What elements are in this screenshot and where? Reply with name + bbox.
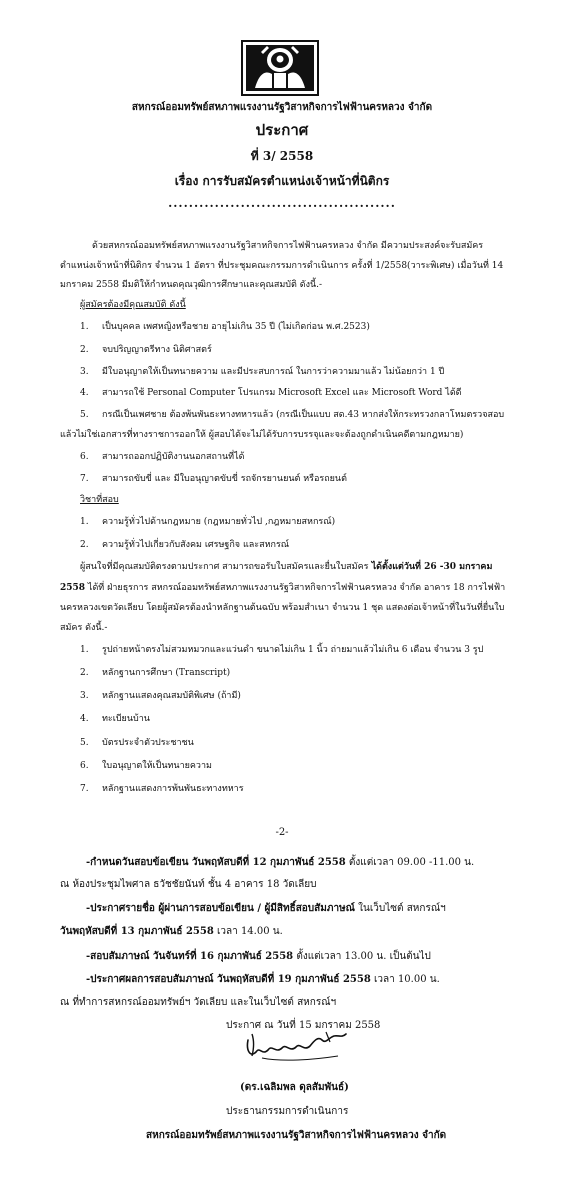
qualification-item: 2. จบปริญญาตรีทาง นิติศาสตร์ (80, 345, 212, 355)
exam-subjects-heading: วิชาที่สอบ (80, 495, 119, 505)
application-line-3: นครหลวงเขตวัดเลียบ โดยผู้สมัครต้องนำหลักฐานต้นฉบับ พร้อมสำเนา จำนวน 1 ชุด แสดงต่อเจ้าหน้าที่ในวันที่ยื่นใบ (60, 603, 505, 613)
document-item: 5. บัตรประจำตัวประชาชน (80, 738, 194, 748)
qualification-item: 5. กรณีเป็นเพศชาย ต้องพ้นพันธะทางทหารแล้ว (กรณีเป็นแบบ สด.43 หากส่งให้กระทรวงกลาโหมตรวจสอบ (80, 410, 505, 420)
written-exam-place: ณ ห้องประชุมไพศาล ธวัชชัยนันท์ ชั้น 4 อาคาร 18 วัดเลียบ (60, 879, 317, 890)
page-marker: -2- (275, 827, 289, 838)
announcement-number: ที่ 3/ 2558 (250, 149, 314, 163)
qualification-item: 7. สามารถขับขี่ และ มีใบอนุญาตขับขี่ รถจักรยานยนต์ หรือรถยนต์ (80, 474, 347, 484)
signer-position: ประธานกรรมการดำเนินการ (226, 1106, 349, 1117)
interview-result-place: ณ ที่ทำการสหกรณ์ออมทรัพย์ฯ วัดเลียบ และในเว็บไซต์ สหกรณ์ฯ (60, 997, 337, 1008)
cooperative-logo-icon (241, 40, 319, 96)
org-name: สหกรณ์ออมทรัพย์สหภาพแรงงานรัฐวิสาหกิจการไฟฟ้านครหลวง จำกัด (131, 102, 433, 113)
signature-icon (242, 1026, 354, 1068)
exam-subject-item: 1. ความรู้ทั่วไปด้านกฎหมาย (กฎหมายทั่วไป ,กฎหมายสหกรณ์) (80, 517, 336, 527)
intro-line-2: ตำแหน่งเจ้าหน้าที่นิติกร จำนวน 1 อัตรา ที่ประชุมคณะกรรมการดำเนินการ ครั้งที่ 1/2558(วาระพิเศษ) เมื่อวันที่ 14 (60, 261, 504, 271)
signer-name: (ดร.เฉลิมพล ดุลสัมพันธ์) (240, 1082, 349, 1093)
qualification-item-5-continued: แล้วไม่ใช่เอกสารที่ทางราชการออกให้ ผู้สอบได้จะไม่ได้รับการบรรจุและจะต้องถูกดำเนินคดีตามกฎหมาย) (60, 430, 464, 440)
intro-line-3: มกราคม 2558 มีมติให้กำหนดคุณวุฒิการศึกษาและคุณสมบัติ ดังนี้.- (60, 280, 323, 290)
document-item: 7. หลักฐานแสดงการพ้นพันธะทางทหาร (80, 784, 244, 794)
candidate-list-date: วันพฤหัสบดีที่ 13 กุมภาพันธ์ 2558 เวลา 14.00 น. (60, 926, 283, 937)
document-item: 6. ใบอนุญาตให้เป็นทนายความ (80, 761, 212, 771)
application-line-2: 2558 ได้ที่ ฝ่ายธุรการ สหกรณ์ออมทรัพย์สหภาพแรงงานรัฐวิสาหกิจการไฟฟ้านครหลวง จำกัด อาคาร 18 การไฟฟ้า (60, 583, 506, 593)
interview-schedule: -สอบสัมภาษณ์ วันจันทร์ที่ 16 กุมภาพันธ์ 2558 ตั้งแต่เวลา 13.00 น. เป็นต้นไป (86, 951, 431, 962)
document-item: 2. หลักฐานการศึกษา (Transcript) (80, 668, 231, 678)
qualification-item: 4. สามารถใช้ Personal Computer โปรแกรม Microsoft Excel และ Microsoft Word ได้ดี (80, 388, 462, 398)
written-exam-schedule: -กำหนดวันสอบข้อเขียน วันพฤหัสบดีที่ 12 กุมภาพันธ์ 2558 ตั้งแต่เวลา 09.00 -11.00 น. (86, 857, 475, 868)
exam-subject-item: 2. ความรู้ทั่วไปเกี่ยวกับสังคม เศรษฐกิจ และสหกรณ์ (80, 540, 290, 550)
dotted-separator: ............................................ (168, 196, 396, 210)
document-item: 4. ทะเบียนบ้าน (80, 714, 150, 724)
interview-result-announcement: -ประกาศผลการสอบสัมภาษณ์ วันพฤหัสบดีที่ 19 กุมภาพันธ์ 2558 เวลา 10.00 น. (86, 974, 440, 985)
qualification-item: 6. สามารถออกปฏิบัติงานนอกสถานที่ได้ (80, 452, 245, 462)
document-item: 3. หลักฐานแสดงคุณสมบัติพิเศษ (ถ้ามี) (80, 691, 241, 701)
candidate-list-announcement: -ประกาศรายชื่อ ผู้ผ่านการสอบข้อเขียน / ผู้มีสิทธิ์สอบสัมภาษณ์ ในเว็บไซต์ สหกรณ์ฯ (86, 903, 446, 914)
qualification-item: 1. เป็นบุคคล เพศหญิงหรือชาย อายุไม่เกิน 35 ปี (ไม่เกิดก่อน พ.ศ.2523) (80, 322, 370, 332)
qualification-item: 3. มีใบอนุญาตให้เป็นทนายความ และมีประสบการณ์ ในการว่าความมาแล้ว ไม่น้อยกว่า 1 ปี (80, 367, 445, 377)
signer-organization: สหกรณ์ออมทรัพย์สหภาพแรงงานรัฐวิสาหกิจการไฟฟ้านครหลวง จำกัด (146, 1130, 447, 1141)
announcement-subject: เรื่อง การรับสมัครตำแหน่งเจ้าหน้าที่นิติกร (174, 174, 390, 188)
application-line-4: สมัคร ดังนี้.- (60, 623, 108, 633)
qualifications-heading: ผู้สมัครต้องมีคุณสมบัติ ดังนี้ (80, 300, 186, 310)
application-line-1: ผู้สนใจที่มีคุณสมบัติตรงตามประกาศ สามารถขอรับใบสมัครและยื่นใบสมัคร ได้ตั้งแต่วันที่ 26 -30 มกราคม (80, 562, 493, 572)
intro-line-1: ด้วยสหกรณ์ออมทรัพย์สหภาพแรงงานรัฐวิสาหกิจการไฟฟ้านครหลวง จำกัด มีความประสงค์จะรับสมัคร (92, 241, 484, 251)
announcement-date: ประกาศ ณ วันที่ 15 มกราคม 2558 (226, 1020, 381, 1031)
document-item: 1. รูปถ่ายหน้าตรงไม่สวมหมวกและแว่นดำ ขนาดไม่เกิน 1 นิ้ว ถ่ายมาแล้วไม่เกิน 6 เดือน จำนวน 3 รูป (80, 645, 484, 655)
announcement-title: ประกาศ (255, 121, 309, 139)
